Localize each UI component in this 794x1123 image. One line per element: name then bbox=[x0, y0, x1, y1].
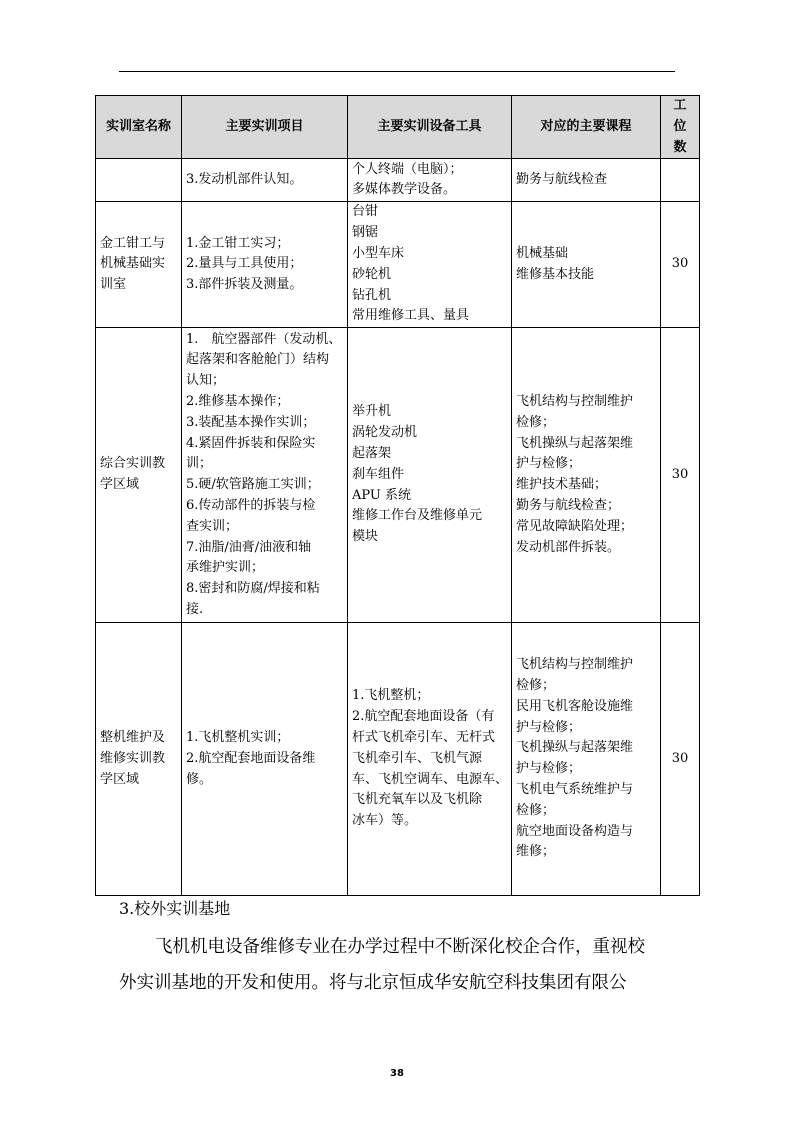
paragraph-line: 外实训基地的开发和使用。将与北京恒成华安航空科技集团有限公 bbox=[119, 973, 627, 993]
section-heading: 3.校外实训基地 bbox=[119, 899, 231, 918]
projects-cell: 1.飞机整机实训； 2.航空配套地面设备维 修。 bbox=[182, 623, 348, 896]
projects-cell: 1. 航空器部件（发动机、 起落架和客舱舱门）结构 认知； 2.维修基本操作； 3.装配基本操作实训； 4.紧固件拆装和保险实 训； 5.硬/软管路施工实训； 6.传动部件的拆装与检 查实训； 7.油脂/油膏/油液和轴 承维护实训； 8.密封和防腐/焊接和粘 接. bbox=[182, 328, 348, 623]
table-row bbox=[96, 623, 700, 896]
header-stations: 工 位 数 bbox=[661, 96, 700, 159]
stations-cell: 30 bbox=[661, 328, 700, 623]
paragraph-line: 飞机机电设备维修专业在办学过程中不断深化校企合作，重视校 bbox=[155, 937, 645, 957]
body-paragraph bbox=[119, 929, 679, 1001]
page-number: 38 bbox=[390, 1068, 404, 1079]
courses-cell: 飞机结构与控制维护 检修； 飞机操纵与起落架维 护与检修； 维护技术基础； 勤务与航线检查； 常见故障缺陷处理； 发动机部件拆装。 bbox=[512, 328, 661, 623]
courses-cell: 机械基础 维修基本技能 bbox=[512, 202, 661, 328]
training-room-table bbox=[95, 95, 700, 896]
equipment-cell: 举升机 涡轮发动机 起落架 刹车组件 APU 系统 维修工作台及维修单元 模块 bbox=[348, 328, 512, 623]
courses-cell: 勤务与航线检查 bbox=[512, 159, 661, 202]
stations-cell: 30 bbox=[661, 623, 700, 896]
equipment-cell: 台钳 钢锯 小型车床 砂轮机 钻孔机 常用维修工具、量具 bbox=[348, 202, 512, 328]
header-room-name: 实训室名称 bbox=[96, 96, 182, 159]
courses-cell: 飞机结构与控制维护 检修； 民用飞机客舱设施维 护与检修； 飞机操纵与起落架维 护与检修； 飞机电气系统维护与 检修； 航空地面设备构造与 维修； bbox=[512, 623, 661, 896]
stations-cell: 30 bbox=[661, 202, 700, 328]
equipment-cell: 个人终端（电脑）； 多媒体教学设备。 bbox=[348, 159, 512, 202]
header-training-projects: 主要实训项目 bbox=[182, 96, 348, 159]
table-row bbox=[96, 202, 700, 328]
room-name-cell bbox=[96, 159, 182, 202]
equipment-cell: 1.飞机整机； 2.航空配套地面设备（有 杆式飞机牵引车、无杆式 飞机牵引车、飞机气源 车、飞机空调车、电源车、 飞机充氧车以及飞机除 冰车）等。 bbox=[348, 623, 512, 896]
projects-cell: 1.金工钳工实习； 2.量具与工具使用； 3.部件拆装及测量。 bbox=[182, 202, 348, 328]
header-rule bbox=[119, 71, 675, 72]
stations-cell bbox=[661, 159, 700, 202]
room-name-cell: 整机维护及 维修实训教 学区域 bbox=[96, 623, 182, 896]
table-header-row bbox=[96, 96, 700, 159]
room-name-cell: 金工钳工与 机械基础实 训室 bbox=[96, 202, 182, 328]
table-row bbox=[96, 159, 700, 202]
room-name-cell: 综合实训教 学区域 bbox=[96, 328, 182, 623]
header-equipment: 主要实训设备工具 bbox=[348, 96, 512, 159]
table-row bbox=[96, 328, 700, 623]
projects-cell: 3.发动机部件认知。 bbox=[182, 159, 348, 202]
header-courses: 对应的主要课程 bbox=[512, 96, 661, 159]
